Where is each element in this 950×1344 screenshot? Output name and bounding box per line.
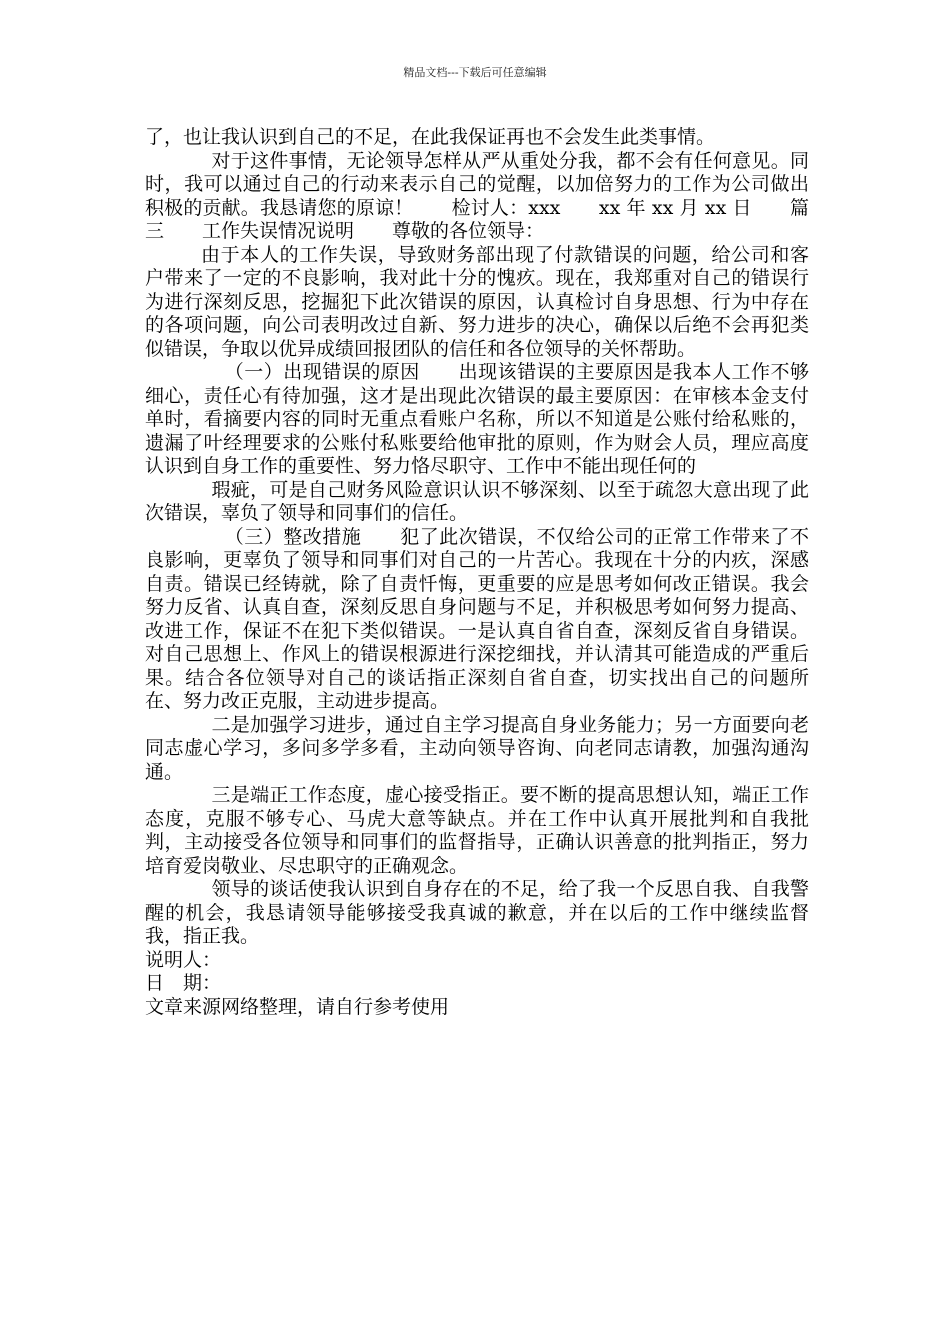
paragraph-6: （三）整改措施 犯了此次错误，不仅给公司的正常工作带来了不良影响，更辜负了领导和同事们对自己的一片苦心。我现在十分的内疚，深感自责。错误已经铸就，除了自责忏悔，更重要的应是思考如何改正错误。我会努力反省、认真自查，深刻反思自身问题与不足，并积极思考如何努力提高、改进工作，保证不在犯下类似错误。一是认真自省自查，深刻反省自身错误。对自己思想上、作风上的错误根源进行深挖细找，并认清其可能造成的严重后果。结合各位领导对自己的谈话指正深刻自省自查，切实找出自己的问题所在、努力改正克服，主动进步提高。 xyxy=(145,525,809,712)
paragraph-5: 瑕疵，可是自己财务风险意识认识不够深刻、以至于疏忽大意出现了此次错误，辜负了领导和同事们的信任。 xyxy=(145,478,809,524)
signature-explainer: 说明人： xyxy=(145,948,222,971)
page-header: 精品文档---下载后可任意编辑 xyxy=(403,66,547,79)
paragraph-4: （一）出现错误的原因 出现该错误的主要原因是我本人工作不够细心，责任心有待加强，这才是出现此次错误的最主要原因：在审核本金支付单时，看摘要内容的同时无重点看账户名称，所以不知道是公账付给私账的，遗漏了叶经理要求的公账付私账要给他审批的原则，作为财会人员，理应高度认识到自身工作的重要性、努力恪尽职守、工作中不能出现任何的 xyxy=(145,361,809,477)
signature-date: 日 期： xyxy=(145,972,222,994)
paragraph-2: 对于这件事情，无论领导怎样从严从重处分我，都不会有任何意见。同时，我可以通过自己的行动来表示自己的觉醒，以加倍努力的工作为公司做出积极的贡献。我恳请您的原谅！ 检讨人：xxx xx 年 xx 月 xx 日 篇三 工作失误情况说明 尊敬的各位领导： xyxy=(145,149,809,242)
paragraph-1: 了，也让我认识到自己的不足，在此我保证再也不会发生此类事情。 xyxy=(145,126,716,148)
footer-note: 文章来源网络整理，请自行参考使用 xyxy=(145,995,450,1018)
paragraph-7: 二是加强学习进步，通过自主学习提高自身业务能力；另一方面要向老同志虚心学习，多问多学多看，主动向领导咨询、向老同志请教，加强沟通沟通。 xyxy=(145,713,809,783)
paragraph-8: 三是端正工作态度，虚心接受指正。要不断的提高思想认知，端正工作态度，克服不够专心、马虎大意等缺点。并在工作中认真开展批判和自我批判，主动接受各位领导和同事们的监督指导，正确认识善意的批判指正，努力培育爱岗敬业、尽忠职守的正确观念。 xyxy=(145,784,809,877)
paragraph-3: 由于本人的工作失误，导致财务部出现了付款错误的问题，给公司和客户带来了一定的不良影响，我对此十分的愧疚。现在，我郑重对自己的错误行为进行深刻反思，挖掘犯下此次错误的原因，认真检讨自身思想、行为中存在的各项问题，向公司表明改过自新、努力进步的决心，确保以后绝不会再犯类似错误，争取以优异成绩回报团队的信任和各位领导的关怀帮助。 xyxy=(145,243,809,360)
paragraph-9: 领导的谈话使我认识到自身存在的不足，给了我一个反思自我、自我警醒的机会，我恳请领导能够接受我真诚的歉意，并在以后的工作中继续监督我，指正我。 xyxy=(145,878,809,947)
document-body xyxy=(145,126,809,1019)
